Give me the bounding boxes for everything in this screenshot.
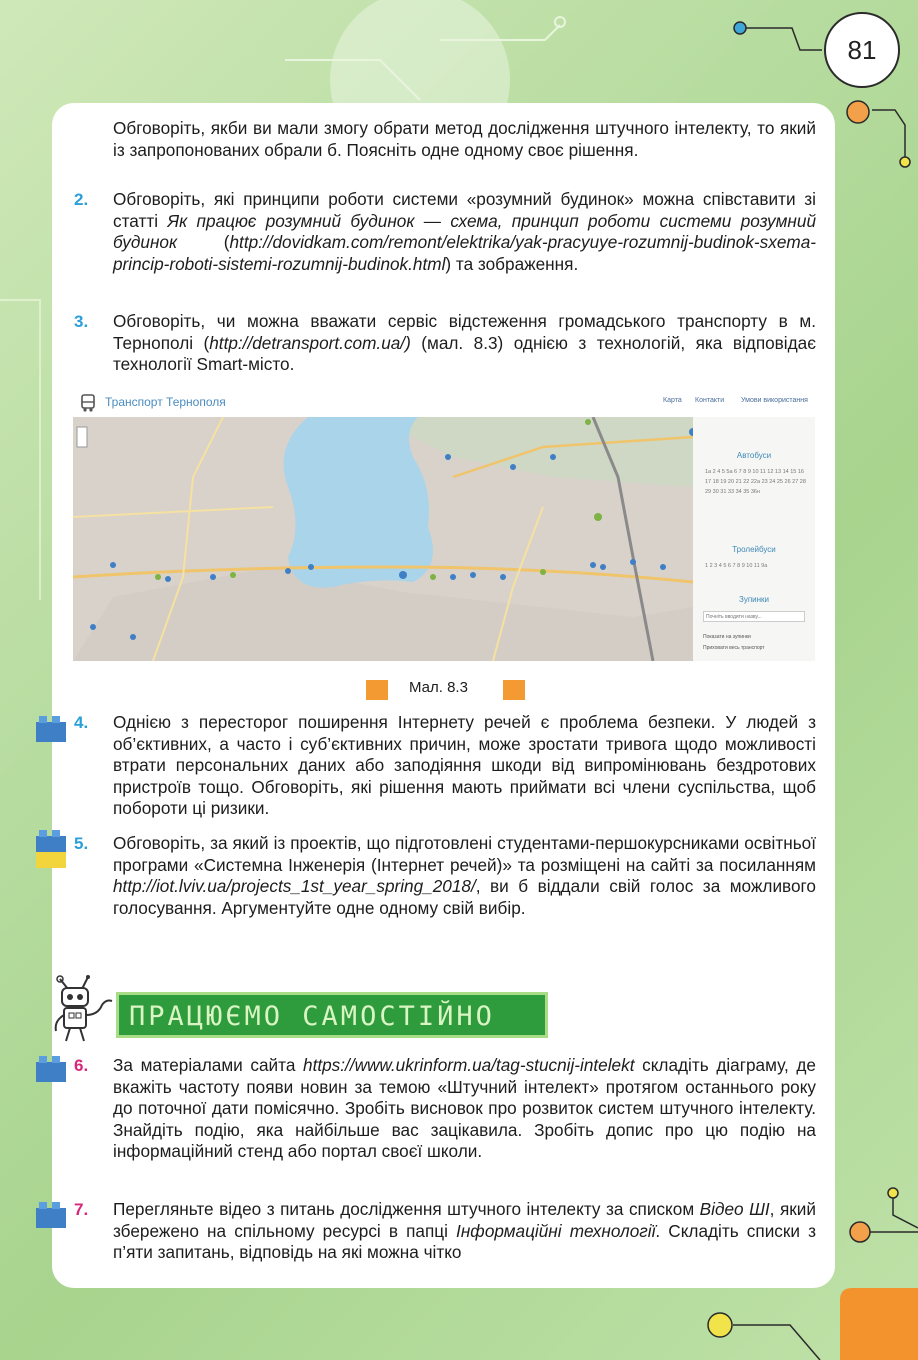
task-number: 3. — [74, 312, 89, 331]
bus-route-list[interactable] — [705, 467, 809, 497]
trolley-routes: 1 2 3 4 5 6 7 8 9 10 11 9а — [705, 563, 768, 569]
article-link[interactable]: http://dovidkam.com/remont/elektrika/yak-pracyuye-rozumnij-budinok-sxema-princip-roboti-sistemi-rozumnij-budinok.html — [113, 232, 816, 274]
task-2-text — [113, 189, 816, 275]
panel-buses-title: Автобуси — [736, 451, 772, 460]
map-graphics — [73, 417, 693, 661]
site-title: Транспорт Тернополя — [105, 395, 226, 409]
projects-link[interactable]: http://iot.lviv.ua/projects_1st_year_spring_2018/ — [113, 876, 476, 897]
figure-caption: Мал. 8.3 — [409, 679, 468, 696]
task-4-text: Однією з пересторог поширення Інтернету речей є проблема безпеки. У людей з об’єктивних, а часто і суб’єктивних причин, може зростати тривога щодо можливості втрати персональних даних або заподіяння шкоди від випромінювань бездротових пристроїв тощо. Обговоріть, які рішення мають приймати всі члени суспільства, щоб побороти ці ризики. — [113, 712, 816, 819]
site-header — [73, 389, 815, 418]
robot-icon — [50, 975, 116, 1045]
show-stops-link[interactable]: Показати на зупинки — [703, 634, 751, 640]
task-text-part: . Складіть списки з п’яти запитань, відповідь на які можна чітко — [113, 1220, 817, 1263]
task-text-part: Обговоріть, за який із проектів, що підготовлені студентами-першокурсниками освітньої програми «Системна Інженерія (Інтернет речей)» та розміщені на сайті за посиланням — [113, 833, 816, 875]
task-number: 7. — [74, 1200, 89, 1219]
bus-icon — [80, 394, 96, 412]
transport-map-screenshot — [73, 389, 815, 661]
trolley-route-list[interactable] — [705, 561, 809, 571]
task-number: 6. — [74, 1056, 89, 1075]
panel-stops-title: Зупинки — [738, 595, 770, 604]
task-text-part: Обговоріть, які принципи роботи системи «розумний будинок» можна співставити зі статті — [113, 189, 816, 231]
folder-name: Інформаційні технології — [456, 1220, 656, 1241]
task-number: 4. — [74, 713, 89, 732]
caption-marker-left — [366, 680, 388, 700]
transport-link[interactable]: http://detransport.com.ua/) — [209, 332, 411, 353]
section-banner — [116, 992, 548, 1038]
route-panel — [693, 417, 815, 661]
task-6-text — [113, 1055, 816, 1163]
blue-lego-icon — [34, 1052, 70, 1084]
blue-lego-icon — [34, 1198, 70, 1230]
page-number: 81 — [824, 12, 900, 88]
blue-yellow-lego-icon — [34, 826, 70, 870]
city-map[interactable] — [73, 417, 693, 661]
intro-paragraph: Обговоріть, якби ви мали змогу обрати метод дослідження штучного інтелекту, то який із запропонованих обрали б. Поясніть одне одному своє рішення. — [113, 118, 816, 160]
caption-marker-right — [503, 680, 525, 700]
task-text-part: , який збережено на спільному ресурсі в папці — [113, 1199, 816, 1241]
task-number: 2. — [74, 190, 89, 209]
section-title: ПРАЦЮЄМО САМОСТІЙНО — [129, 1001, 495, 1032]
blue-lego-icon — [34, 712, 70, 744]
task-text-part: Обговоріть, чи можна вважати сервіс відстеження громадського транспорту в м. Тернополі ( — [113, 311, 816, 353]
nav-map[interactable]: Карта — [663, 397, 682, 404]
task-number: 5. — [74, 834, 89, 853]
article-title: Як працює розумний будинок — схема, принцип роботи системи розумний будинок — [113, 210, 816, 253]
task-3-text — [113, 311, 816, 376]
task-text-part: складіть діаграму, де вкажіть частоту появи новин за темою «Штучний інтелект» протягом останнього року до поточної дати помісячно. Зробіть висновок про розвиток систем штучного інтелекту. Знайдіть подію, яка найбільше вас зацікавила. Зробіть допис про цю подію на інформаційний стенд або портал своєї школи. — [113, 1055, 816, 1162]
task-7-text — [113, 1199, 816, 1264]
task-text-part: (мал. 8.3) однією з технологій, яка відповідає технології Smart-місто. — [113, 332, 816, 375]
task-text-part: ( — [177, 232, 230, 253]
task-text-part: За матеріалами сайта — [113, 1055, 304, 1075]
ukrinform-link[interactable]: https://www.ukrinform.ua/tag-stucnij-intelekt — [303, 1055, 635, 1075]
nav-terms[interactable]: Умови використання — [741, 397, 808, 404]
task-5-text — [113, 833, 816, 919]
stop-search-input[interactable] — [703, 611, 805, 622]
task-text-part: , ви б віддали свій голос за можливого голосування. Аргументуйте одне одному свій вибір. — [113, 876, 816, 918]
task-text-part: ) та зображення. — [445, 253, 579, 274]
nav-contacts[interactable]: Контакти — [695, 397, 725, 404]
hide-transport-link[interactable]: Приховати весь транспорт — [703, 645, 765, 651]
panel-trolleys-title: Тролейбуси — [732, 545, 776, 554]
task-text-part: Перегляньте відео з питань дослідження штучного інтелекту за списком — [113, 1199, 700, 1219]
bus-routes: 1а 2 4 5 5а 6 7 8 9 10 11 12 13 14 15 16 17 18 19 20 21 22 22а 23 24 25 26 27 28 29 30 31 33 34 35 36н — [705, 469, 806, 495]
video-list-name: Відео ШІ — [699, 1199, 770, 1219]
